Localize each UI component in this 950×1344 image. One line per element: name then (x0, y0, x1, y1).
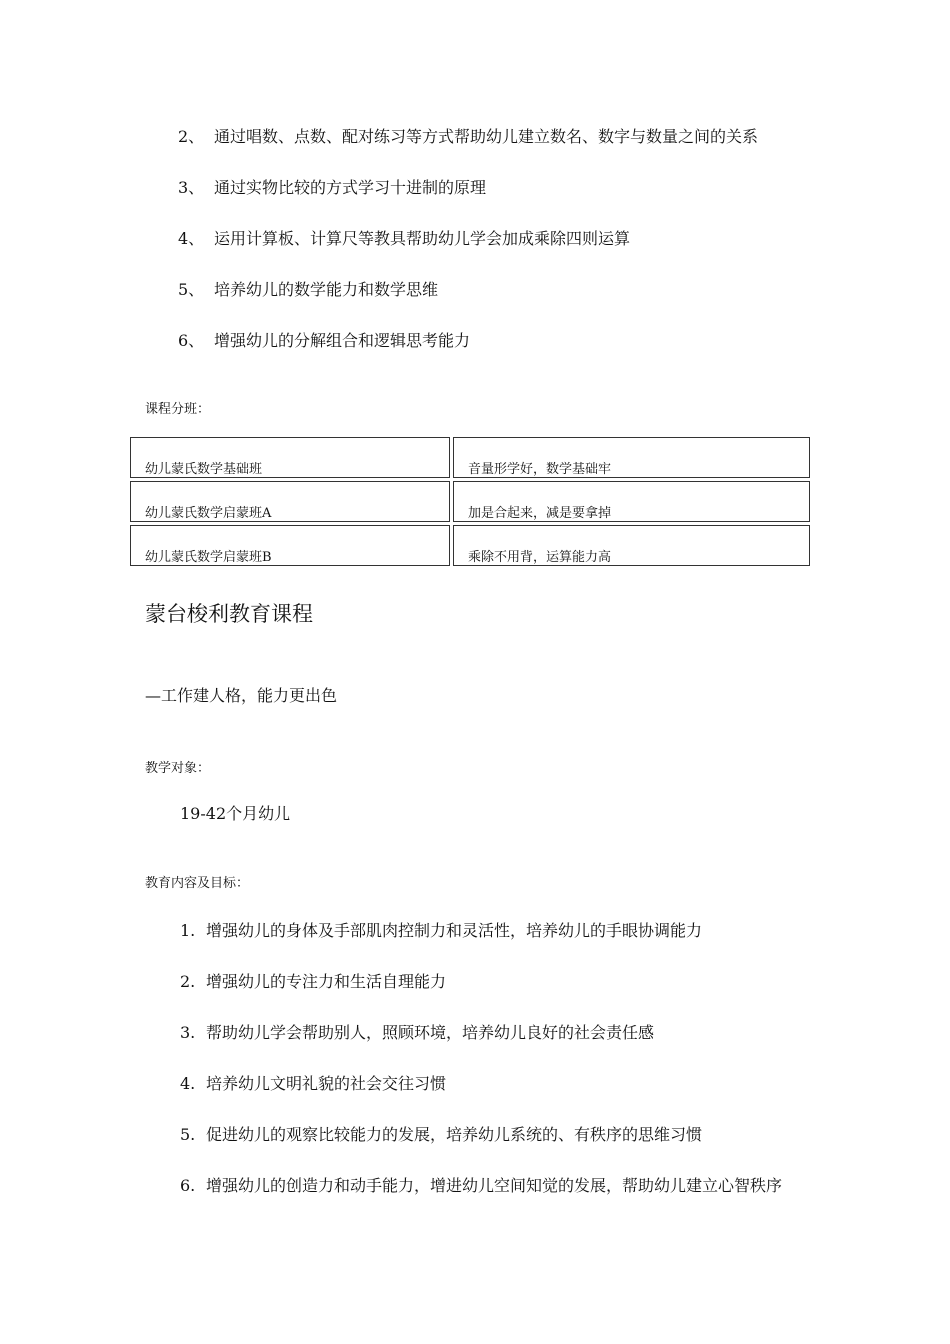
table-row (130, 437, 810, 478)
target-value: 19-42个月幼儿 (180, 804, 291, 823)
table-row (130, 525, 810, 566)
goal-text: 帮助幼儿学会帮助别人，照顾环境，培养幼儿良好的社会责任感 (206, 1023, 655, 1042)
goal-number: 6、 (178, 331, 205, 350)
goal-number: 5. (180, 1125, 196, 1144)
class-desc-cell: 加是合起来，减是要拿掉 (453, 481, 810, 522)
class-name-cell: 幼儿蒙氏数学启蒙班A (130, 481, 450, 522)
goal-number: 2、 (178, 127, 205, 146)
goal-number: 3. (180, 1023, 196, 1042)
goal-item (178, 175, 486, 198)
goal-item (180, 1173, 782, 1196)
class-heading: 课程分班： (145, 402, 211, 417)
class-name-cell: 幼儿蒙氏数学基础班 (130, 437, 450, 478)
goal-text: 培养幼儿的数学能力和数学思维 (214, 280, 439, 299)
goal-item (180, 918, 702, 941)
class-desc-cell: 乘除不用背，运算能力高 (453, 525, 810, 566)
goal-text: 促进幼儿的观察比较能力的发展，培养幼儿系统的、有秩序的思维习惯 (206, 1125, 703, 1144)
target-heading: 教学对象： (145, 761, 211, 776)
goal-item (180, 969, 446, 992)
goal-item (180, 1071, 446, 1094)
goal-item (178, 124, 758, 147)
course-title: 蒙台梭利教育课程 (145, 602, 313, 626)
goal-item (178, 328, 470, 351)
course-subtitle: —工作建人格，能力更出色 (145, 686, 338, 705)
goal-text: 增强幼儿的分解组合和逻辑思考能力 (214, 331, 471, 350)
goal-text: 增强幼儿的身体及手部肌肉控制力和灵活性，培养幼儿的手眼协调能力 (206, 921, 703, 940)
goal-number: 2. (180, 972, 196, 991)
goal-number: 5、 (178, 280, 205, 299)
goal-text: 增强幼儿的创造力和动手能力，增进幼儿空间知觉的发展，帮助幼儿建立心智秩序 (206, 1176, 783, 1195)
goal-text: 培养幼儿文明礼貌的社会交往习惯 (206, 1074, 447, 1093)
goal-item (180, 1122, 702, 1145)
goal-number: 4、 (178, 229, 205, 248)
goal-text: 增强幼儿的专注力和生活自理能力 (206, 972, 447, 991)
goal-number: 6. (180, 1176, 196, 1195)
goal-item (178, 226, 630, 249)
content-heading: 教育内容及目标： (145, 876, 250, 891)
goal-item (178, 277, 438, 300)
table-row (130, 481, 810, 522)
goal-number: 3、 (178, 178, 205, 197)
goal-number: 4. (180, 1074, 196, 1093)
goal-text: 通过唱数、点数、配对练习等方式帮助幼儿建立数名、数字与数量之间的关系 (214, 127, 759, 146)
goal-text: 运用计算板、计算尺等教具帮助幼儿学会加成乘除四则运算 (214, 229, 631, 248)
class-table (130, 437, 810, 569)
goal-text: 通过实物比较的方式学习十进制的原理 (214, 178, 487, 197)
class-desc-cell: 音量形学好，数学基础牢 (453, 437, 810, 478)
class-name-cell: 幼儿蒙氏数学启蒙班B (130, 525, 450, 566)
goal-number: 1. (180, 921, 196, 940)
goal-item (180, 1020, 654, 1043)
